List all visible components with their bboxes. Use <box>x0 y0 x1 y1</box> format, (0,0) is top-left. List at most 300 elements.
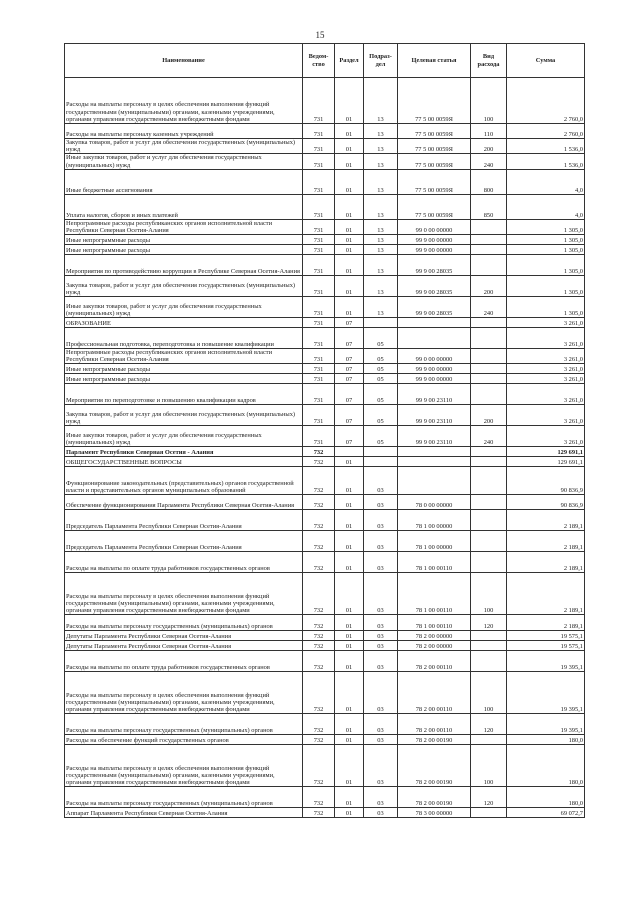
row-name: Расходы на выплаты персоналу государственных (муниципальных) органов <box>65 615 303 631</box>
row-department: 731 <box>303 124 335 139</box>
row-section: 07 <box>335 426 364 447</box>
row-expense-type <box>471 349 507 364</box>
table-row <box>65 467 585 495</box>
row-section: 01 <box>335 194 364 219</box>
row-target-article: 99 9 00 00000 <box>398 374 471 384</box>
row-expense-type <box>471 328 507 349</box>
row-amount: 4,0 <box>507 169 585 194</box>
table-body <box>65 78 585 818</box>
row-amount: 2 189,1 <box>507 552 585 573</box>
header-expense-type: Вид расхода <box>471 44 507 78</box>
row-name: Обеспечение функционирования Парламента Республики Северная Осетия-Алания <box>65 495 303 510</box>
table-row <box>65 124 585 139</box>
row-target-article: 78 2 00 00190 <box>398 745 471 787</box>
row-subsection: 13 <box>364 255 398 276</box>
row-name: Уплата налогов, сборов и иных платежей <box>65 194 303 219</box>
row-expense-type: 100 <box>471 672 507 714</box>
row-amount: 1 536,0 <box>507 139 585 154</box>
row-section: 01 <box>335 735 364 745</box>
row-name: Иные бюджетные ассигнования <box>65 169 303 194</box>
row-section: 01 <box>335 808 364 818</box>
row-name: ОБЩЕГОСУДАРСТВЕННЫЕ ВОПРОСЫ <box>65 457 303 467</box>
row-name: Расходы на выплаты персоналу государственных (муниципальных) органов <box>65 714 303 735</box>
row-name: Непрограммные расходы республиканских органов исполнительной власти Республики Северная Осетия-Алания <box>65 219 303 234</box>
row-department: 731 <box>303 276 335 297</box>
row-target-article <box>398 457 471 467</box>
row-department: 732 <box>303 552 335 573</box>
table-row <box>65 787 585 808</box>
row-department: 732 <box>303 808 335 818</box>
table-row <box>65 447 585 457</box>
row-target-article: 99 9 00 00000 <box>398 235 471 245</box>
row-amount: 1 305,0 <box>507 297 585 318</box>
row-department: 731 <box>303 219 335 234</box>
row-department: 731 <box>303 154 335 169</box>
row-amount: 19 395,1 <box>507 714 585 735</box>
row-department: 732 <box>303 573 335 615</box>
row-target-article: 78 1 00 00110 <box>398 615 471 631</box>
row-subsection: 13 <box>364 169 398 194</box>
row-expense-type: 100 <box>471 573 507 615</box>
row-department: 732 <box>303 714 335 735</box>
row-department: 732 <box>303 495 335 510</box>
row-expense-type <box>471 374 507 384</box>
table-row <box>65 531 585 552</box>
row-expense-type: 850 <box>471 194 507 219</box>
header-department: Ведом-ство <box>303 44 335 78</box>
row-name: Закупка товаров, работ и услуг для обеспечения государственных (муниципальных) нужд <box>65 139 303 154</box>
table-row <box>65 154 585 169</box>
row-expense-type: 120 <box>471 615 507 631</box>
row-expense-type: 200 <box>471 276 507 297</box>
row-section: 01 <box>335 124 364 139</box>
row-target-article: 77 5 00 0059Я <box>398 154 471 169</box>
row-name: Закупка товаров, работ и услуг для обеспечения государственных (муниципальных) нужд <box>65 405 303 426</box>
row-department: 731 <box>303 374 335 384</box>
table-row <box>65 374 585 384</box>
row-subsection: 13 <box>364 154 398 169</box>
row-subsection: 13 <box>364 78 398 124</box>
row-name: Депутаты Парламента Республики Северная Осетия-Алания <box>65 631 303 641</box>
row-section: 01 <box>335 631 364 641</box>
row-name: Расходы на выплаты по оплате труда работников государственных органов <box>65 552 303 573</box>
row-amount: 1 536,0 <box>507 154 585 169</box>
row-expense-type: 120 <box>471 787 507 808</box>
row-expense-type: 100 <box>471 745 507 787</box>
row-target-article: 78 1 00 00110 <box>398 573 471 615</box>
row-subsection: 03 <box>364 615 398 631</box>
row-name: Профессиональная подготовка, переподготовка и повышение квалификации <box>65 328 303 349</box>
row-section: 01 <box>335 245 364 255</box>
row-subsection: 03 <box>364 641 398 651</box>
header-amount: Сумма <box>507 44 585 78</box>
table-row <box>65 714 585 735</box>
row-target-article: 78 0 00 00000 <box>398 495 471 510</box>
row-subsection: 13 <box>364 297 398 318</box>
row-subsection: 03 <box>364 735 398 745</box>
table-row <box>65 219 585 234</box>
row-department: 732 <box>303 745 335 787</box>
header-target-article: Целевая статья <box>398 44 471 78</box>
row-department: 731 <box>303 384 335 405</box>
row-expense-type <box>471 364 507 374</box>
row-expense-type <box>471 641 507 651</box>
table-row <box>65 495 585 510</box>
row-target-article: 77 5 00 0059Я <box>398 78 471 124</box>
row-department: 731 <box>303 235 335 245</box>
row-name: Иные закупки товаров, работ и услуг для обеспечения государственных (муниципальных) нужд <box>65 297 303 318</box>
row-amount: 90 836,9 <box>507 467 585 495</box>
row-section: 01 <box>335 745 364 787</box>
row-expense-type <box>471 651 507 672</box>
row-subsection: 05 <box>364 374 398 384</box>
row-target-article: 99 9 00 23110 <box>398 426 471 447</box>
row-target-article: 78 2 00 00110 <box>398 651 471 672</box>
row-name: ОБРАЗОВАНИЕ <box>65 318 303 328</box>
row-amount: 19 395,1 <box>507 651 585 672</box>
row-department: 731 <box>303 405 335 426</box>
row-amount: 180,0 <box>507 735 585 745</box>
row-subsection: 03 <box>364 573 398 615</box>
row-department: 731 <box>303 255 335 276</box>
row-section: 07 <box>335 405 364 426</box>
row-target-article: 78 2 00 00190 <box>398 787 471 808</box>
row-subsection: 05 <box>364 384 398 405</box>
row-name: Иные закупки товаров, работ и услуг для обеспечения государственных (муниципальных) нужд <box>65 426 303 447</box>
header-section: Раздел <box>335 44 364 78</box>
row-subsection: 03 <box>364 552 398 573</box>
row-department: 732 <box>303 467 335 495</box>
row-amount: 3 261,0 <box>507 349 585 364</box>
table-row <box>65 169 585 194</box>
row-subsection: 13 <box>364 245 398 255</box>
row-department: 731 <box>303 194 335 219</box>
table-row <box>65 384 585 405</box>
row-section: 01 <box>335 495 364 510</box>
row-subsection: 03 <box>364 495 398 510</box>
row-target-article: 99 0 00 00000 <box>398 349 471 364</box>
table-row <box>65 255 585 276</box>
row-name: Расходы на обеспечение функций государственных органов <box>65 735 303 745</box>
row-name: Расходы на выплаты персоналу государственных (муниципальных) органов <box>65 787 303 808</box>
table-row <box>65 78 585 124</box>
row-section: 01 <box>335 457 364 467</box>
row-name: Закупка товаров, работ и услуг для обеспечения государственных (муниципальных) нужд <box>65 276 303 297</box>
row-section: 07 <box>335 349 364 364</box>
row-target-article: 78 2 00 00190 <box>398 735 471 745</box>
row-amount: 19 395,1 <box>507 672 585 714</box>
row-section: 07 <box>335 318 364 328</box>
table-row <box>65 349 585 364</box>
row-amount: 3 261,0 <box>507 384 585 405</box>
row-target-article: 99 9 00 28035 <box>398 276 471 297</box>
row-target-article: 78 2 00 00000 <box>398 641 471 651</box>
row-amount: 3 261,0 <box>507 364 585 374</box>
row-target-article: 77 5 00 0059Я <box>398 124 471 139</box>
table-row <box>65 139 585 154</box>
row-department: 732 <box>303 510 335 531</box>
row-amount: 69 072,7 <box>507 808 585 818</box>
row-subsection: 05 <box>364 349 398 364</box>
row-section: 01 <box>335 573 364 615</box>
row-expense-type: 110 <box>471 124 507 139</box>
budget-table <box>64 43 585 818</box>
row-amount: 4,0 <box>507 194 585 219</box>
row-expense-type: 240 <box>471 154 507 169</box>
row-name: Непрограммные расходы республиканских органов исполнительной власти Республики Северная Осетия-Алания <box>65 349 303 364</box>
row-expense-type <box>471 467 507 495</box>
row-name: Функционирование законодательных (представительных) органов государственной власти и представительных органов муниципальных образований <box>65 467 303 495</box>
row-section: 01 <box>335 672 364 714</box>
row-section: 01 <box>335 154 364 169</box>
row-name: Иные непрограммные расходы <box>65 364 303 374</box>
table-row <box>65 318 585 328</box>
row-name: Мероприятия по переподготовке и повышению квалификации кадров <box>65 384 303 405</box>
row-expense-type <box>471 631 507 641</box>
table-row <box>65 194 585 219</box>
row-section: 01 <box>335 615 364 631</box>
row-subsection: 05 <box>364 426 398 447</box>
row-target-article: 78 1 00 00000 <box>398 510 471 531</box>
row-subsection: 03 <box>364 510 398 531</box>
row-department: 732 <box>303 615 335 631</box>
row-section: 01 <box>335 235 364 245</box>
row-expense-type <box>471 384 507 405</box>
row-department: 731 <box>303 169 335 194</box>
row-amount: 2 189,1 <box>507 510 585 531</box>
row-department: 732 <box>303 735 335 745</box>
row-name: Расходы на выплаты персоналу в целях обеспечения выполнения функций государственными (муниципальными) органами, казенными учреждениями, органами управления государственными внебюджетными фондами <box>65 78 303 124</box>
row-subsection: 03 <box>364 467 398 495</box>
row-target-article <box>398 447 471 457</box>
table-row <box>65 297 585 318</box>
row-subsection: 05 <box>364 405 398 426</box>
row-subsection: 03 <box>364 672 398 714</box>
row-target-article <box>398 318 471 328</box>
row-target-article: 99 9 00 23110 <box>398 384 471 405</box>
row-name: Расходы на выплаты персоналу казенных учреждений <box>65 124 303 139</box>
row-amount: 3 261,0 <box>507 318 585 328</box>
row-section: 01 <box>335 714 364 735</box>
row-amount: 3 261,0 <box>507 328 585 349</box>
row-section: 01 <box>335 787 364 808</box>
row-department: 731 <box>303 328 335 349</box>
row-section: 01 <box>335 255 364 276</box>
row-target-article: 78 3 00 00000 <box>398 808 471 818</box>
row-department: 732 <box>303 457 335 467</box>
row-section: 01 <box>335 276 364 297</box>
row-target-article: 99 9 00 00000 <box>398 245 471 255</box>
row-amount: 2 760,0 <box>507 124 585 139</box>
row-department: 732 <box>303 651 335 672</box>
row-name: Депутаты Парламента Республики Северная Осетия-Алания <box>65 641 303 651</box>
row-department: 731 <box>303 139 335 154</box>
header-name: Наименование <box>65 44 303 78</box>
row-department: 732 <box>303 787 335 808</box>
row-amount: 19 575,1 <box>507 641 585 651</box>
row-subsection: 13 <box>364 276 398 297</box>
row-expense-type <box>471 531 507 552</box>
row-expense-type: 100 <box>471 78 507 124</box>
row-name: Председатель Парламента Республики Северная Осетия-Алания <box>65 510 303 531</box>
table-row <box>65 573 585 615</box>
row-amount: 1 305,0 <box>507 245 585 255</box>
row-amount: 2 189,1 <box>507 573 585 615</box>
row-department: 731 <box>303 426 335 447</box>
row-expense-type <box>471 495 507 510</box>
table-row <box>65 235 585 245</box>
row-expense-type <box>471 735 507 745</box>
row-name: Расходы на выплаты персоналу в целях обеспечения выполнения функций государственными (муниципальными) органами, казенными учреждениями, органами управления государственными внебюджетными фондами <box>65 745 303 787</box>
row-subsection <box>364 457 398 467</box>
row-subsection: 03 <box>364 787 398 808</box>
row-section: 01 <box>335 510 364 531</box>
table-row <box>65 276 585 297</box>
table-row <box>65 457 585 467</box>
table-row <box>65 745 585 787</box>
row-department: 731 <box>303 318 335 328</box>
row-subsection: 05 <box>364 328 398 349</box>
row-amount: 129 691,1 <box>507 457 585 467</box>
table-row <box>65 735 585 745</box>
row-section: 01 <box>335 641 364 651</box>
row-amount: 2 760,0 <box>507 78 585 124</box>
row-amount: 180,0 <box>507 745 585 787</box>
row-amount: 19 575,1 <box>507 631 585 641</box>
row-department: 732 <box>303 641 335 651</box>
row-name: Расходы на выплаты персоналу в целях обеспечения выполнения функций государственными (муниципальными) органами, казенными учреждениями, органами управления государственными внебюджетными фондами <box>65 573 303 615</box>
row-amount: 1 305,0 <box>507 276 585 297</box>
row-target-article: 78 2 00 00000 <box>398 631 471 641</box>
row-department: 732 <box>303 631 335 641</box>
row-expense-type: 200 <box>471 139 507 154</box>
row-section: 01 <box>335 219 364 234</box>
row-subsection: 03 <box>364 745 398 787</box>
row-amount: 2 189,1 <box>507 531 585 552</box>
row-section: 07 <box>335 374 364 384</box>
row-subsection: 13 <box>364 194 398 219</box>
row-amount: 129 691,1 <box>507 447 585 457</box>
row-target-article: 77 5 00 0059Я <box>398 169 471 194</box>
row-section: 01 <box>335 552 364 573</box>
row-amount: 2 189,1 <box>507 615 585 631</box>
row-target-article: 99 0 00 00000 <box>398 219 471 234</box>
row-section: 07 <box>335 384 364 405</box>
row-target-article: 99 9 00 00000 <box>398 364 471 374</box>
row-expense-type <box>471 808 507 818</box>
table-row <box>65 328 585 349</box>
table-row <box>65 426 585 447</box>
row-name: Председатель Парламента Республики Северная Осетия-Алания <box>65 531 303 552</box>
row-expense-type <box>471 245 507 255</box>
header-subsection: Подраз-дел <box>364 44 398 78</box>
table-row <box>65 552 585 573</box>
row-amount: 3 261,0 <box>507 405 585 426</box>
row-section: 07 <box>335 364 364 374</box>
row-target-article: 78 2 00 00110 <box>398 714 471 735</box>
row-expense-type <box>471 219 507 234</box>
table-row <box>65 405 585 426</box>
row-amount: 1 305,0 <box>507 255 585 276</box>
row-department: 732 <box>303 672 335 714</box>
table-row <box>65 615 585 631</box>
table-row <box>65 651 585 672</box>
row-amount: 90 836,9 <box>507 495 585 510</box>
row-subsection: 13 <box>364 124 398 139</box>
row-department: 731 <box>303 245 335 255</box>
row-expense-type <box>471 235 507 245</box>
row-amount: 1 305,0 <box>507 235 585 245</box>
row-expense-type: 240 <box>471 297 507 318</box>
row-expense-type <box>471 552 507 573</box>
row-target-article <box>398 467 471 495</box>
row-target-article: 99 9 00 28035 <box>398 255 471 276</box>
table-header-row <box>65 44 585 78</box>
row-name: Иные закупки товаров, работ и услуг для обеспечения государственных (муниципальных) нужд <box>65 154 303 169</box>
row-name: Иные непрограммные расходы <box>65 374 303 384</box>
row-amount: 3 261,0 <box>507 374 585 384</box>
row-section: 07 <box>335 328 364 349</box>
row-amount: 3 261,0 <box>507 426 585 447</box>
row-subsection: 03 <box>364 631 398 641</box>
row-section: 01 <box>335 467 364 495</box>
row-target-article: 99 9 00 28035 <box>398 297 471 318</box>
row-target-article <box>398 328 471 349</box>
table-row <box>65 641 585 651</box>
table-row <box>65 364 585 374</box>
table-row <box>65 631 585 641</box>
row-name: Расходы на выплаты персоналу в целях обеспечения выполнения функций государственными (муниципальными) органами, казенными учреждениями, органами управления государственными внебюджетными фондами <box>65 672 303 714</box>
row-subsection: 03 <box>364 531 398 552</box>
row-target-article: 78 1 00 00110 <box>398 552 471 573</box>
row-subsection: 13 <box>364 139 398 154</box>
row-department: 732 <box>303 531 335 552</box>
row-section: 01 <box>335 139 364 154</box>
row-subsection: 13 <box>364 219 398 234</box>
row-expense-type: 120 <box>471 714 507 735</box>
table-row <box>65 672 585 714</box>
row-department: 731 <box>303 297 335 318</box>
row-expense-type <box>471 457 507 467</box>
row-section: 01 <box>335 169 364 194</box>
row-expense-type: 800 <box>471 169 507 194</box>
row-amount: 180,0 <box>507 787 585 808</box>
row-name: Иные непрограммные расходы <box>65 245 303 255</box>
row-target-article: 77 5 00 0059Я <box>398 194 471 219</box>
row-section: 01 <box>335 651 364 672</box>
row-expense-type <box>471 318 507 328</box>
row-expense-type <box>471 255 507 276</box>
row-subsection <box>364 318 398 328</box>
row-subsection: 03 <box>364 651 398 672</box>
row-name: Расходы на выплаты по оплате труда работников государственных органов <box>65 651 303 672</box>
row-expense-type <box>471 510 507 531</box>
row-name: Иные непрограммные расходы <box>65 235 303 245</box>
row-expense-type <box>471 447 507 457</box>
table-row <box>65 808 585 818</box>
row-department: 731 <box>303 349 335 364</box>
row-subsection: 13 <box>364 235 398 245</box>
row-target-article: 99 9 00 23110 <box>398 405 471 426</box>
row-section <box>335 447 364 457</box>
row-department: 731 <box>303 364 335 374</box>
row-target-article: 77 5 00 0059Я <box>398 139 471 154</box>
row-section: 01 <box>335 297 364 318</box>
row-department: 732 <box>303 447 335 457</box>
row-name: Мероприятия по противодействию коррупции в Республике Северная Осетия-Алания <box>65 255 303 276</box>
row-amount: 1 305,0 <box>507 219 585 234</box>
row-target-article: 78 1 00 00000 <box>398 531 471 552</box>
